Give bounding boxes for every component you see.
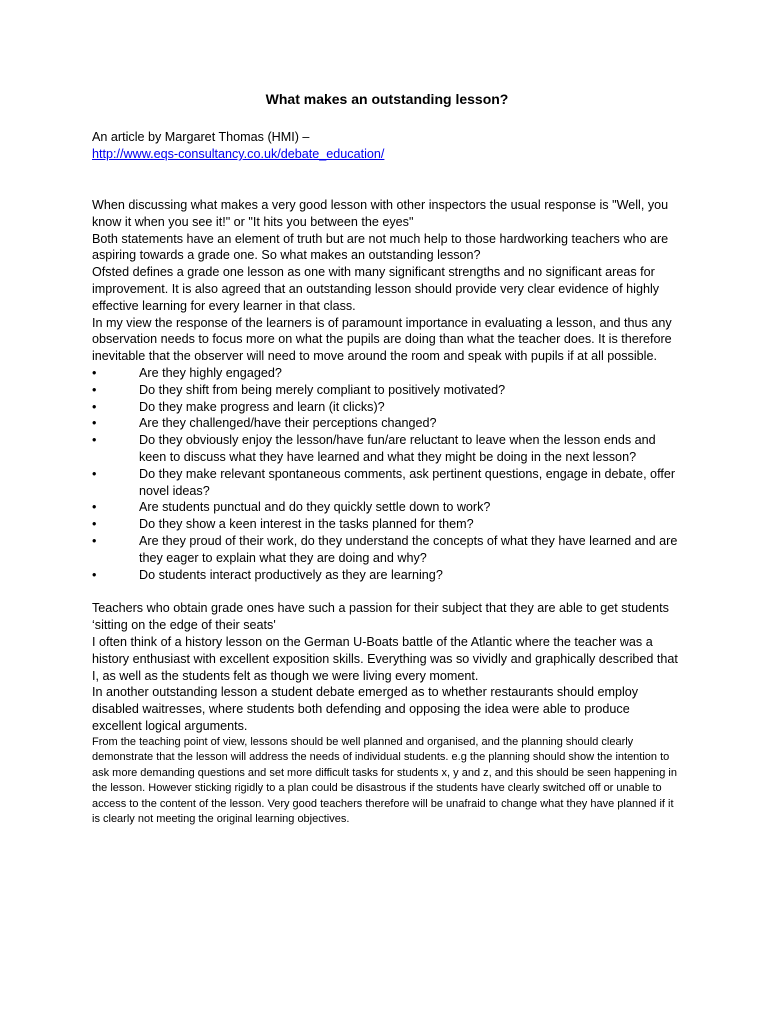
list-item: • Are they proud of their work, do they understand the concepts of what they have learned and are they eager to explain what they are doing and why? [92, 533, 678, 565]
planning-paragraph: From the teaching point of view, lessons should be well planned and organised, and the planning should clearly demonstrate that the lesson will address the needs of individual students. e.g the planning should show the intention to ask more demanding questions and set more difficult tasks for students x, y and z, and this should be seen happening in the lesson. However sticking rigidly to a plan could be disastrous if the students have clearly switched off or unable to access to the content of the lesson. Very good teachers therefore will be unafraid to change what they have planned if it is clearly not meeting the original learning objectives. [92, 735, 677, 826]
bullet-icon: • [92, 500, 97, 515]
spacer [92, 163, 682, 197]
list-item: • Do they obviously enjoy the lesson/have fun/are reluctant to leave when the lesson ends and keen to discuss what they have learned and what they might be doing in the next lesson? [92, 433, 656, 464]
list-item: • Do they make progress and learn (it clicks)? [92, 399, 385, 414]
intro-paragraph-4: In my view the response of the learners is of paramount importance in evaluating a lesson, and thus any observation needs to focus more on what the pupils are doing than what the teacher does. It is therefore inevitable that the observer will need to move around the room and speak with pupils if at all possible. [92, 315, 672, 364]
bullet-icon: • [92, 433, 97, 448]
byline: An article by Margaret Thomas (HMI) – [92, 130, 310, 144]
list-item: • Do they shift from being merely compliant to positively motivated? [92, 382, 506, 397]
after-paragraph-3: In another outstanding lesson a student debate emerged as to whether restaurants should employ disabled waitresses, where students both defending and opposing the idea were able to produce excellent logical arguments. [92, 685, 639, 733]
list-item: • Do they show a keen interest in the tasks planned for them? [92, 517, 474, 532]
question-list [92, 365, 682, 583]
bullet-icon: • [92, 416, 97, 431]
list-item: • Do they make relevant spontaneous comments, ask pertinent questions, engage in debate, offer novel ideas? [92, 466, 676, 498]
bullet-icon: • [92, 365, 97, 380]
byline-link-line [92, 146, 682, 163]
bullet-icon: • [92, 399, 97, 414]
spacer [92, 583, 682, 600]
bullet-icon: • [92, 533, 97, 548]
after-paragraph-2: I often think of a history lesson on the German U-Boats battle of the Atlantic where the teacher was a history enthusiast with excellent exposition skills. Everything was so vividly and graphically described that I, as well as the students felt as though we were living every moment. [92, 634, 678, 683]
document-title: What makes an outstanding lesson? [265, 91, 509, 107]
list-item: • Do students interact productively as they are learning? [92, 567, 443, 582]
bullet-icon: • [92, 517, 97, 532]
document-page [92, 90, 682, 828]
bullet-icon: • [92, 466, 97, 481]
intro-paragraph-1: When discussing what makes a very good lesson with other inspectors the usual response is "Well, you know it when you see it!" or "It hits you between the eyes" [92, 198, 669, 229]
list-item: • Are students punctual and do they quickly settle down to work? [92, 500, 491, 515]
after-paragraph-1: Teachers who obtain grade ones have such a passion for their subject that they are able to get students ‘sitting on the edge of their seats' [92, 601, 669, 633]
bullet-icon: • [92, 382, 97, 397]
intro-paragraph-2: Both statements have an element of truth but are not much help to those hardworking teachers who are aspiring towards a grade one. So what makes an outstanding lesson? [92, 231, 669, 263]
intro-paragraph-3: Ofsted defines a grade one lesson as one with many significant strengths and no significant areas for improvement. It is also agreed that an outstanding lesson should provide very clear evidence of highly effective learning for every learner in that class. [92, 265, 660, 313]
list-item: • Are they highly engaged? [92, 365, 282, 380]
article-link[interactable]: http://www.eqs-consultancy.co.uk/debate_education/ [92, 147, 385, 161]
list-item: • Are they challenged/have their perceptions changed? [92, 416, 437, 431]
bullet-icon: • [92, 567, 97, 582]
